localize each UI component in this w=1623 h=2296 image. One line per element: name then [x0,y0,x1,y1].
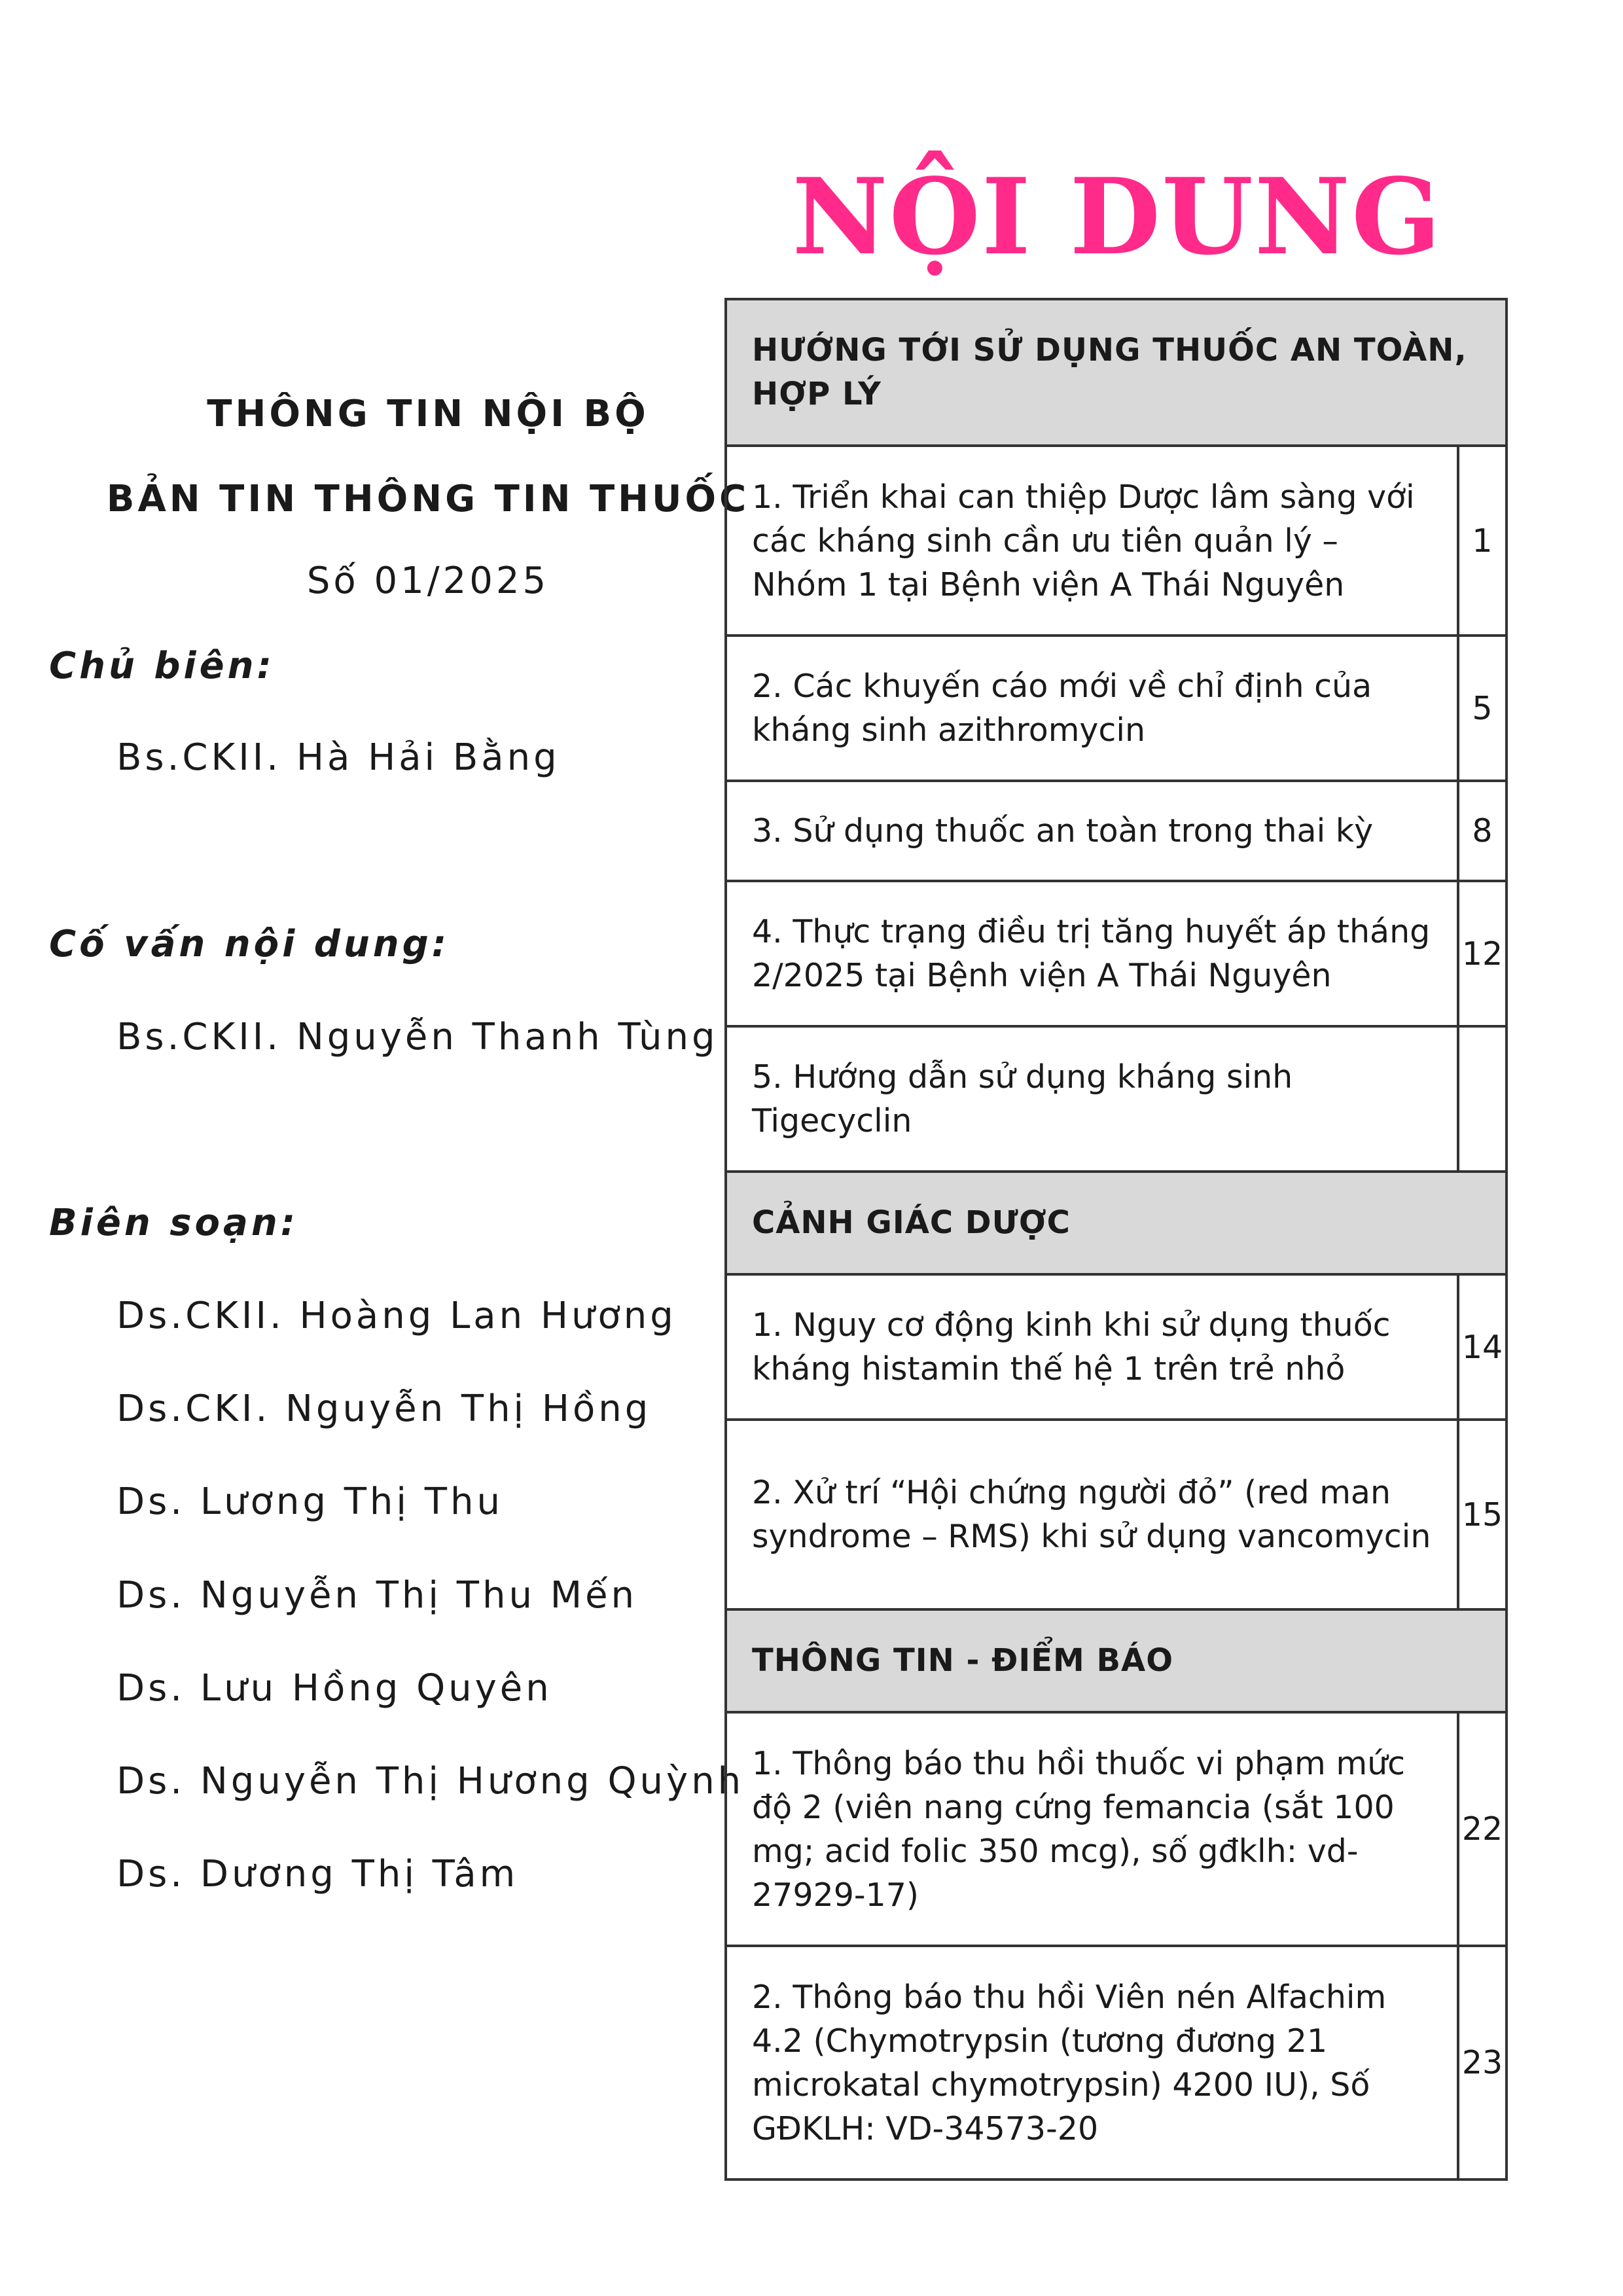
toc-item[interactable] [726,781,1507,881]
toc-item[interactable] [726,1712,1507,1946]
toc-item-title[interactable]: 2. Xử trí “Hội chứng người đỏ” (red man syndrome – RMS) khi sử dụng vancomycin [726,1420,1458,1609]
toc-item-title[interactable]: 2. Các khuyến cáo mới về chỉ định của kháng sinh azithromycin [726,636,1458,781]
toc-item-page: 5 [1458,636,1507,781]
issue-number: Số 01/2025 [306,560,550,602]
toc-item-page: 23 [1458,1946,1507,2179]
table-of-contents [724,298,1508,2181]
toc-item-title[interactable]: 3. Sử dụng thuốc an toàn trong thai kỳ [726,781,1458,881]
toc-item[interactable] [726,1026,1507,1172]
toc-item[interactable] [726,446,1507,636]
toc-item-title[interactable]: 1. Nguy cơ động kinh khi sử dụng thuốc kháng histamin thế hệ 1 trên trẻ nhỏ [726,1274,1458,1420]
editor-name: Bs.CKII. Hà Hải Bằng [116,736,560,779]
toc-item-page: 22 [1458,1712,1507,1946]
compiler-name: Ds. Lương Thị Thu [116,1480,503,1523]
compiler-name: Ds. Nguyễn Thị Hương Quỳnh [116,1760,745,1803]
toc-item-title[interactable]: 1. Thông báo thu hồi thuốc vi phạm mức độ 2 (viên nang cứng femancia (sắt 100 mg; acid folic 350 mcg), số gđklh: vd-27929-17) [726,1712,1458,1946]
toc-item-title[interactable]: 5. Hướng dẫn sử dụng kháng sinh Tigecyclin [726,1026,1458,1172]
toc-item-title[interactable]: 2. Thông báo thu hồi Viên nén Alfachim 4.2 (Chymotrypsin (tương đương 21 microkatal chymotrypsin) 4200 IU), Số GĐKLH: VD-34573-20 [726,1946,1458,2179]
masthead [0,0,750,2296]
toc-item[interactable] [726,881,1507,1026]
advisor-name: Bs.CKII. Nguyễn Thanh Tùng [116,1016,719,1058]
editor-label: Chủ biên: [49,645,275,687]
compilers-label: Biên soạn: [49,1202,299,1244]
compiler-name: Ds. Dương Thị Tâm [116,1853,519,1895]
toc-item-title[interactable]: 1. Triển khai can thiệp Dược lâm sàng với các kháng sinh cần ưu tiên quản lý – Nhóm 1 tại Bệnh viện A Thái Nguyên [726,446,1458,636]
toc-item-page: 8 [1458,781,1507,881]
toc-section-row [726,1609,1507,1712]
toc-section-heading: THÔNG TIN - ĐIỂM BÁO [726,1609,1507,1712]
toc-section-heading: HƯỚNG TỚI SỬ DỤNG THUỐC AN TOÀN, HỢP LÝ [726,299,1507,446]
toc-item-page: 14 [1458,1274,1507,1420]
bulletin-header-title: BẢN TIN THÔNG TIN THUỐC [106,478,750,520]
toc-item-page: 1 [1458,446,1507,636]
compiler-name: Ds. Lưu Hồng Quyên [116,1667,552,1710]
toc-item-page [1458,1026,1507,1172]
toc-item-page: 15 [1458,1420,1507,1609]
toc-item[interactable] [726,1274,1507,1420]
toc-item[interactable] [726,1946,1507,2179]
toc-section-heading: CẢNH GIÁC DƯỢC [726,1172,1507,1274]
advisor-label: Cố vấn nội dung: [49,923,450,965]
toc-item-page: 12 [1458,881,1507,1026]
compiler-name: Ds.CKI. Nguyễn Thị Hồng [116,1388,652,1430]
toc-section-row [726,299,1507,446]
bulletin-header-internal: THÔNG TIN NỘI BỘ [207,393,649,435]
compiler-name: Ds. Nguyễn Thị Thu Mến [116,1574,638,1617]
toc-item-title[interactable]: 4. Thực trạng điều trị tăng huyết áp tháng 2/2025 tại Bệnh viện A Thái Nguyên [726,881,1458,1026]
toc-section-row [726,1172,1507,1274]
toc-item[interactable] [726,636,1507,781]
compiler-name: Ds.CKII. Hoàng Lan Hương [116,1295,677,1337]
toc-item[interactable] [726,1420,1507,1609]
page-title: NỘI DUNG [792,155,1442,278]
